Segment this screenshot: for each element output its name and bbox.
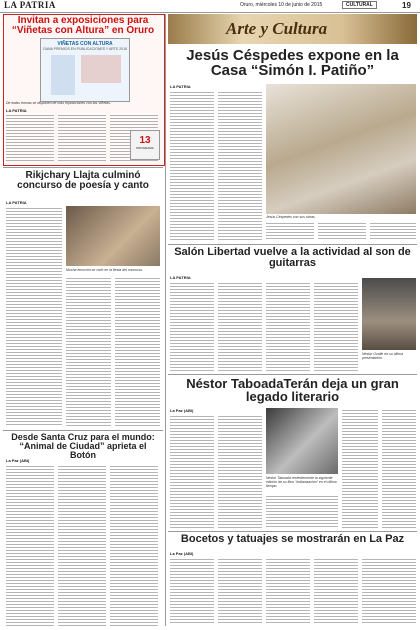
ad-number: 13: [139, 135, 151, 146]
cespedes-body-col1: [170, 90, 214, 240]
invitation-kicker: LA PATRIA: [6, 108, 27, 113]
cespedes-body-col3: [266, 221, 314, 241]
cespedes-caption: Jesús Céspedes con sus obras.: [266, 215, 316, 219]
cespedes-body-col4: [318, 221, 366, 241]
santacruz-body-col3: [110, 464, 158, 626]
banner-title: Arte y Cultura: [226, 19, 328, 38]
bocetos-body-col1: [170, 557, 214, 625]
rikjchary-kicker: LA PATRIA: [6, 200, 27, 205]
bocetos-body-col3: [266, 557, 310, 625]
divider: [168, 531, 417, 532]
invitation-headline: Invitan a exposiciones para “Viñetas con Altura” en Oruro: [11, 15, 155, 37]
invitation-photo-caption: De todas formas se disponen de más exposiciones con las Viñetas.: [6, 101, 111, 105]
taboada-body-col5: [382, 408, 416, 528]
rikjchary-body-col3: [115, 276, 160, 426]
cespedes-body-col2: [218, 90, 262, 240]
santacruz-body-col1: [6, 464, 54, 626]
rikjchary-caption: Mucha emoción se vivió en la fiesta del concurso.: [66, 268, 144, 272]
rikjchary-headline: Rikjchary Llajta culminó concurso de poesía y canto: [17, 170, 149, 192]
taboada-body-col4: [342, 408, 378, 528]
taboada-body-col1: [170, 414, 214, 528]
cespedes-body-col5: [370, 221, 416, 241]
salon-photo: [362, 278, 416, 350]
invitation-body-col2: [58, 113, 106, 161]
salon-body-col4: [314, 281, 358, 371]
taboada-caption: Néstor Taboada recientemente la siguiente edición de su libro “Indianización” en el último tiempo.: [266, 476, 337, 488]
page-header: [0, 0, 420, 13]
arte-cultura-banner: [168, 14, 417, 44]
salon-caption: Néstor Ovalle en su última presentación.: [362, 352, 404, 360]
invitation-body-col1: [6, 113, 54, 161]
divider: [3, 430, 163, 431]
rikjchary-body-col2: [66, 276, 111, 426]
divider: [168, 244, 417, 245]
newspaper-logo: LA PATRIA: [4, 0, 56, 10]
cespedes-kicker: LA PATRIA: [170, 84, 191, 89]
taboada-body-col2: [218, 414, 262, 528]
column-divider: [165, 14, 166, 626]
cespedes-photo: [266, 84, 416, 214]
bocetos-kicker: La Paz (ABI): [170, 551, 194, 556]
cespedes-headline: Jesús Céspedes expone en la Casa “Simón I. Patiño”: [186, 47, 399, 80]
bocetos-body-col5: [362, 557, 416, 625]
divider: [3, 167, 163, 168]
salon-body-col3: [266, 281, 310, 371]
divider: [168, 374, 417, 375]
issue-date: Oruro, miércoles 10 de junio de 2015: [240, 2, 323, 8]
page-number: 19: [402, 1, 411, 10]
santacruz-headline: Desde Santa Cruz para el mundo: “Animal de Ciudad” aprieta el Botón: [11, 432, 155, 461]
ad-box: [130, 130, 160, 160]
rikjchary-body-col1: [6, 206, 62, 426]
salon-headline: Salón Libertad vuelve a la actividad al son de guitarras: [174, 246, 411, 270]
poster-figure: [51, 55, 75, 95]
poster-figure: [81, 55, 121, 83]
taboada-photo: [266, 408, 338, 474]
taboada-headline: Néstor TaboadaTerán deja un gran legado literario: [186, 376, 399, 405]
viñetas-poster: [40, 38, 130, 102]
santacruz-body-col2: [58, 464, 106, 626]
poster-title: VIÑETAS CON ALTURA: [57, 41, 113, 47]
salon-body-col1: [170, 281, 214, 371]
santacruz-kicker: La Paz (ABI): [6, 458, 30, 463]
bocetos-headline: Bocetos y tatuajes se mostrarán en La Paz: [180, 533, 405, 545]
ad-label: PROGRAMA: [136, 146, 154, 150]
section-label: CULTURAL: [342, 1, 377, 9]
salon-kicker: LA PATRIA: [170, 275, 191, 280]
rikjchary-photo: [66, 206, 160, 266]
poster-caption: GANA PREMIOS EN PUBLICACIONES Y ARTE 2015: [42, 47, 128, 51]
salon-body-col2: [218, 281, 262, 371]
taboada-body-col3: [266, 494, 338, 528]
bocetos-body-col2: [218, 557, 262, 625]
taboada-kicker: La Paz (ABI): [170, 408, 194, 413]
bocetos-body-col4: [314, 557, 358, 625]
